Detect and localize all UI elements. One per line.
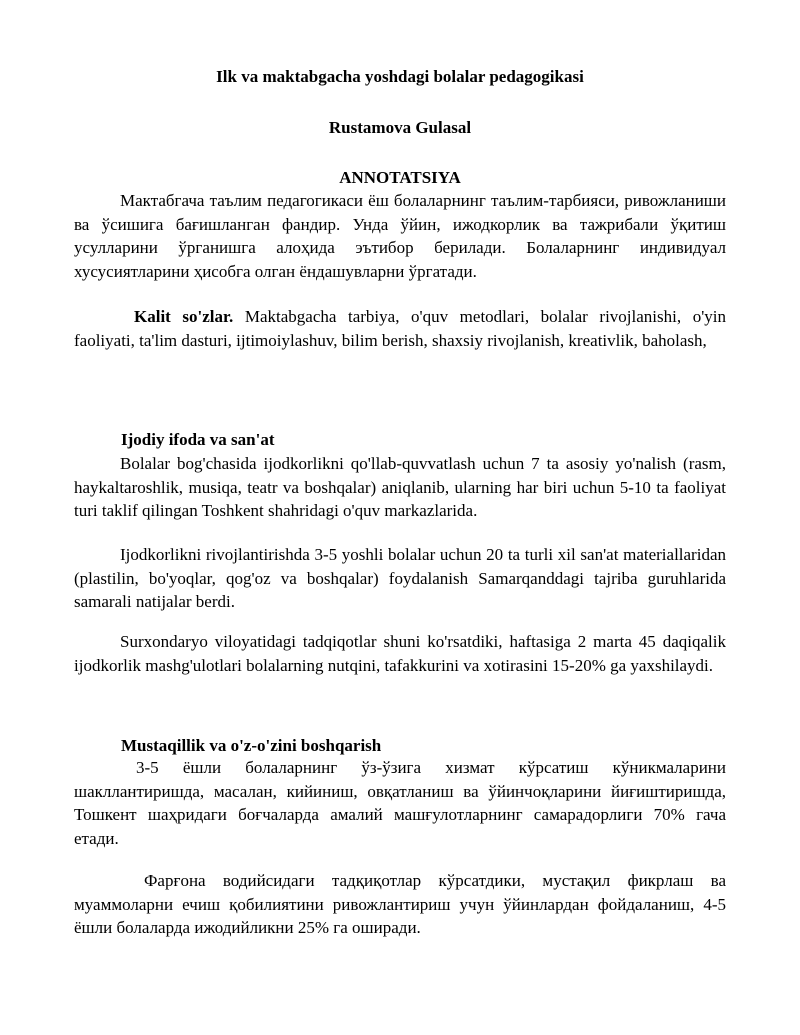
section2-paragraph-block xyxy=(74,869,726,940)
document-title: Ilk va maktabgacha yoshdagi bolalar pedagogikasi xyxy=(216,67,584,86)
body-paragraph: 3-5 ёшли болаларнинг ўз-ўзига хизмат кўрсатиш кўникмаларини шакллантиришда, масалан, кийиниш, овқатланиш ва ўйинчоқларини йиғиштиришда, Тошкент шаҳридаги боғчаларда амалий машғулотларнинг самарадорлиги 70% гача етади. xyxy=(74,758,726,848)
section1-paragraph-block xyxy=(74,543,726,614)
body-paragraph: Bolalar bog'chasida ijodkorlikni qo'llab-quvvatlash uchun 7 ta asosiy yo'nalish (rasm, haykaltaroshlik, musiqa, teatr va boshqalar) aniqlanib, ularning har biri uchun 5-10 ta faoliyat turi taklif qilingan Toshkent shahridagi o'quv markazlarida. xyxy=(74,454,726,520)
section1-paragraph-block xyxy=(74,452,726,523)
keywords-paragraph xyxy=(74,305,726,352)
author-name: Rustamova Gulasal xyxy=(328,118,472,137)
keywords-label: Kalit so'zlar. xyxy=(134,307,234,326)
annotation-heading: ANNOTATSIYA xyxy=(339,168,461,187)
section-heading-creative: Ijodiy ifoda va san'at xyxy=(121,430,275,449)
section-heading-independence: Mustaqillik va o'z-o'zini boshqarish xyxy=(121,736,382,755)
section2-paragraph-block xyxy=(74,756,726,850)
body-paragraph: Ijodkorlikni rivojlantirishda 3-5 yoshli bolalar uchun 20 ta turli xil san'at materiallaridan (plastilin, bo'yoqlar, qog'oz va boshqalar) foydalanish Samarqanddagi tajriba guruhlarida samarali natijalar berdi. xyxy=(74,545,726,611)
body-paragraph: Фарғона водийсидаги тадқиқотлар кўрсатдики, мустақил фикрлаш ва муаммоларни ечиш қобилиятини ривожлантириш учун ўйинлардан фойдаланиш, 4-5 ёшли болаларда ижодийликни 25% га оширади. xyxy=(74,871,726,937)
annotation-block xyxy=(74,189,726,283)
keywords-block xyxy=(74,305,726,352)
body-paragraph: Surxondaryo viloyatidagi tadqiqotlar shuni ko'rsatdiki, haftasiga 2 marta 45 daqiqalik ijodkorlik mashg'ulotlari bolalarning nutqini, tafakkurini va xotirasini 15-20% ga yaxshilaydi. xyxy=(74,632,726,675)
section1-paragraph-block xyxy=(74,630,726,677)
keywords-text: Maktabgacha tarbiya, o'quv metodlari, bolalar rivojlanishi, o'yin faoliyati, ta'lim dasturi, ijtimoiylashuv, bilim berish, shaxsiy rivojlanish, kreativlik, baholash, xyxy=(74,307,726,350)
annotation-paragraph: Мактабгача таълим педагогикаси ёш болаларнинг таълим-тарбияси, ривожланиши ва ўсишига бағишланган фандир. Унда ўйин, ижодкорлик ва тажрибали ўқитиш усулларини ўрганишга алоҳида эътибор берилади. Болаларнинг индивидуал хусусиятларини ҳисобга олган ёндашувларни ўргатади. xyxy=(74,191,726,281)
